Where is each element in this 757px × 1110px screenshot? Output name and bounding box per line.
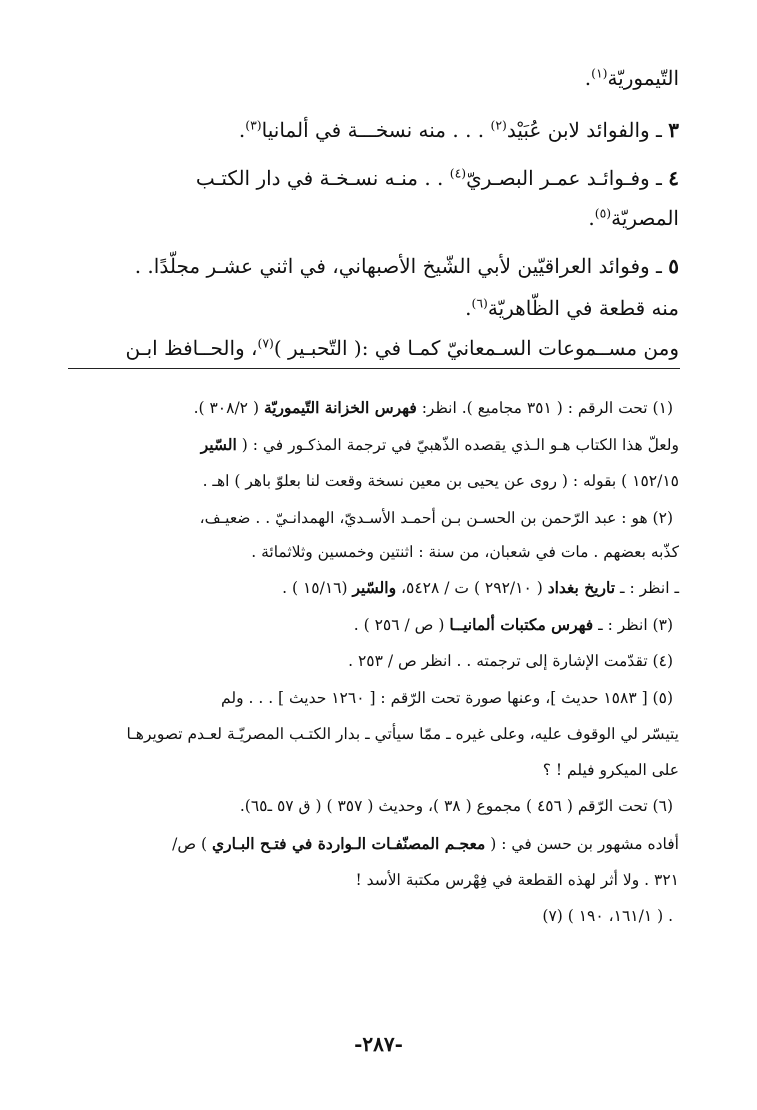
text: فهرس مكتبات ألمانيــا [449, 615, 594, 634]
main-line-7 [126, 336, 679, 360]
text: ( ٢٩٢/١٠ ) ت / ٥٤٢٨، [401, 579, 543, 597]
text: ( ص / ٢٥٦ ) . [353, 616, 445, 634]
text: (٤) تقدّمت الإشارة إلى ترجمته . . انظر ص / ٢٥٣ . [348, 652, 673, 670]
footnote-6 [240, 797, 673, 815]
footnote-ref-4: (٤) [449, 165, 467, 181]
footnote-1-cont-a [201, 435, 679, 454]
main-line-1 [585, 66, 679, 90]
text: ، والحــافظ ابـن [125, 336, 258, 360]
text: (١) تحت الرقم : ( ٣٥١ مجاميع ). انظر: [421, 399, 673, 417]
text: (٣) انظر : ـ [598, 616, 673, 634]
footnote-1-cont-b [203, 472, 679, 490]
text: . [584, 66, 592, 90]
text: . [465, 296, 472, 320]
footnote-ref-1: (١) [591, 65, 608, 81]
footnote-4 [348, 652, 673, 670]
text: والسّير [352, 578, 397, 597]
main-line-5 [135, 254, 679, 278]
footnote-separator [68, 368, 680, 369]
page-number: -٢٨٧- [354, 1032, 403, 1056]
text: ومن مســموعات السـمعانيّ كمـا في :( التّحبـير ) [273, 336, 679, 360]
text: (٧) ( ١٦١/١، ١٩٠ ) . [542, 907, 673, 925]
text: ـ انظر : ـ [620, 579, 679, 597]
footnote-2 [200, 509, 673, 527]
text: . [588, 206, 595, 230]
footnote-2-refs [282, 578, 679, 597]
main-line-2 [239, 118, 679, 142]
text: يتيسّر لي الوقوف عليه، وعلى غيره ـ ممّا سيأتي ـ بدار الكتـب المصريّـة لعـدم تصويرهـا [126, 725, 679, 743]
main-line-4 [588, 206, 679, 230]
text: المصريّة [611, 206, 679, 230]
text: منه قطعة في الظّاهريّة [487, 296, 679, 320]
footnote-7 [542, 907, 673, 925]
footnote-ref-2: (٢) [490, 117, 507, 133]
text: أفاده مشهور بن حسن في : ( [490, 835, 679, 853]
text: ـ وفـوائـد عمـر البصـريّ [466, 166, 662, 190]
footnote-1 [194, 398, 673, 417]
item-number-3: ٣ [668, 118, 679, 142]
footnote-ref-5: (٥) [594, 205, 612, 221]
footnote-5 [221, 689, 673, 707]
text: ( ٣٠٨/٢ ). [193, 399, 259, 417]
text: . [238, 118, 246, 142]
footnote-ref-6: (٦) [471, 295, 488, 311]
text: (٦) تحت الرّقم ( ٤٥٦ ) مجموع ( ٣٨ )، وحديث ( ٣٥٧ ) ( ق ٥٧ ـ٦٥). [239, 797, 673, 815]
footnote-2-cont [251, 543, 679, 561]
footnote-3 [354, 615, 673, 634]
footnote-ref-7: (٧) [257, 335, 274, 351]
text: . . . منه نسخـــة في ألمانيا [261, 118, 485, 142]
text: فهرس الخزانة التّيموريّة [263, 398, 417, 417]
text: كذّبه بعضهم . مات في شعبان، من سنة : اثنتين وخمسين وثلاثمائة . [251, 543, 679, 561]
text: معجـم المصنّفـات الـواردة في فتـح البـاري [211, 834, 486, 853]
text: التّيموريّة [607, 66, 679, 90]
item-number-4: ٤ [668, 166, 679, 190]
text: ـ وفوائد العراقيّين لأبي الشّيخ الأصبهاني، في اثني عشـر مجلّدًا. . [134, 254, 662, 278]
text: ١٥٢/١٥ ) بقوله : ( روى عن يحيى بن معين نسخة وقعت لنا بعلوّ باهر ) اهـ . [202, 472, 679, 490]
footnote-5-cont-b [543, 761, 679, 779]
text: ولعلّ هذا الكتاب هـو الـذي يقصده الذّهبيّ في ترجمة المذكـور في : ( [241, 436, 679, 454]
footnote-ref-3: (٣) [245, 117, 262, 133]
text: (٢) هو : عبد الرّحمن بن الحسـن بـن أحمـد الأسـديّ، الهمدانـيّ . . ضعيـف، [199, 509, 673, 527]
text: السّير [200, 435, 237, 454]
text: تاريخ بغداد [547, 578, 616, 597]
main-line-6 [465, 296, 679, 320]
text: (١٥/١٦ ) . [282, 579, 348, 597]
text: ٣٢١ . ولا أثر لهذه القطعة في فِهْرس مكتبة الأسد ! [355, 871, 679, 889]
text: ) ص/ [172, 835, 208, 853]
text: ـ والفوائد لابن عُبَيْد [506, 118, 662, 142]
text: (٥) [ ١٥٨٣ حديث ]، وعنها صورة تحت الرّقم : [ ١٢٦٠ حديث ] . . . ولم [221, 689, 673, 707]
footnote-6-cont-b [355, 871, 679, 889]
footnote-6-cont-a [172, 834, 679, 853]
footnote-5-cont-a [127, 725, 679, 743]
text: . . منـه نسـخـة في دار الكتـب [195, 166, 444, 190]
text: على الميكرو فيلم ! ؟ [542, 761, 679, 779]
main-line-3 [196, 166, 679, 190]
item-number-5: ٥ [668, 254, 679, 278]
